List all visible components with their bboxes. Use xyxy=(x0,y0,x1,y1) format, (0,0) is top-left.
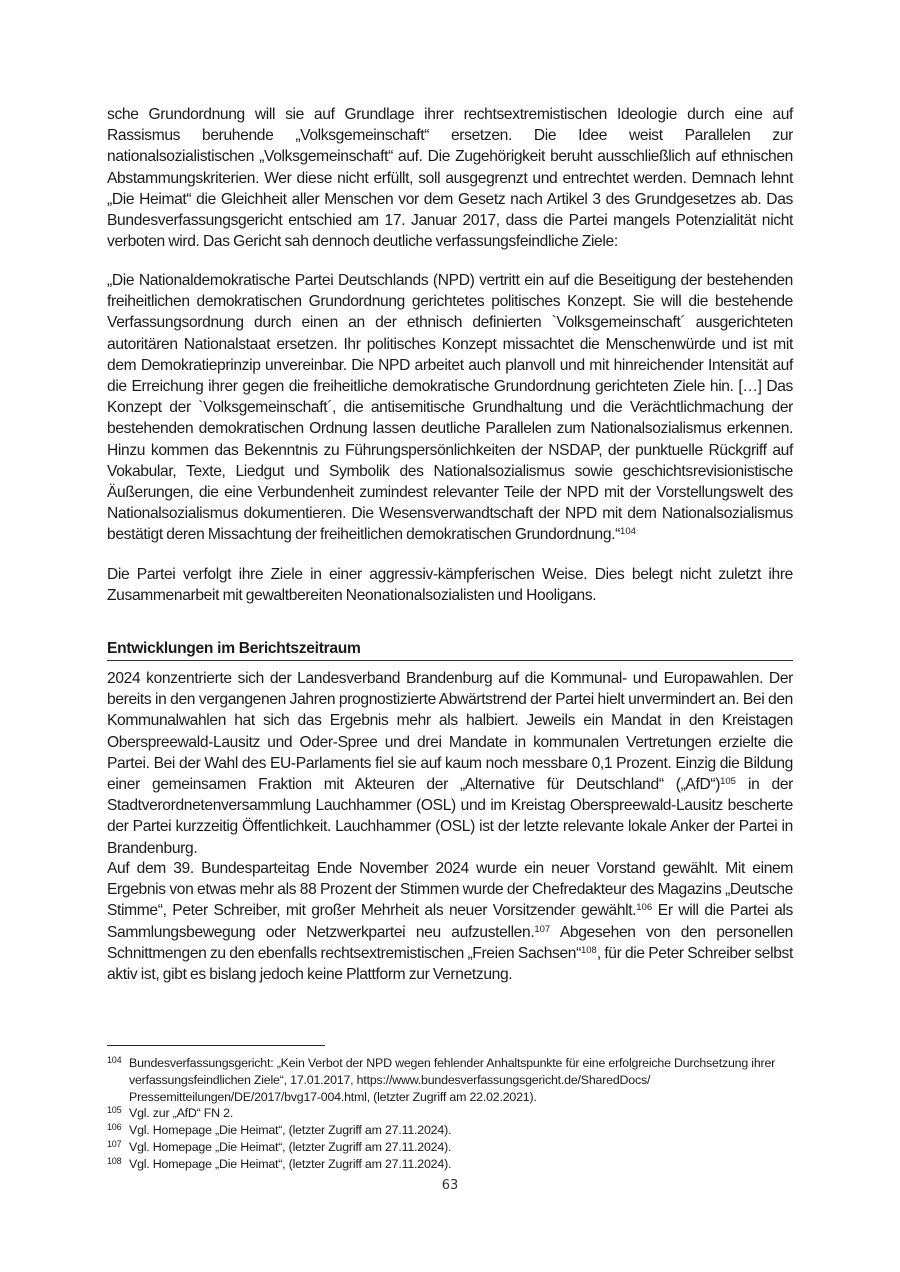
paragraph-text xyxy=(107,668,793,859)
footnote-number: 105 xyxy=(107,1105,122,1116)
footnote-107 xyxy=(107,1139,793,1156)
footnote-number: 106 xyxy=(107,1122,122,1133)
body-paragraph-3 xyxy=(107,564,793,606)
page-number: 63 xyxy=(441,1178,459,1193)
footnote-text: Vgl. zur „AfD“ FN 2. xyxy=(129,1106,234,1121)
footnote-ref-106[interactable]: 106 xyxy=(636,902,653,914)
paragraph-text: Die Partei verfolgt ihre Ziele in einer aggressiv-kämpferischen Weise. Dies belegt nicht zuletzt ihre Zusammenarbeit mit gewaltbereiten Neonationalsozialisten und Hooligans. xyxy=(107,566,793,605)
footnotes xyxy=(107,1055,793,1173)
paragraph-segment: Er will die Partei als Sammlungsbewegung oder Netzwerkpartei neu aufzustellen. xyxy=(107,902,793,941)
court-quote xyxy=(107,270,793,546)
quote-text: „Die Nationaldemokratische Partei Deutschlands (NPD) vertritt ein auf die Beseitigung der bestehenden freiheitlichen demokratischen Grundordnung gerichtetes politisches Konzept. Sie will die bestehende Verfassungsordnung durch einen an der ethnisch definierten `Volksgemeinschaft´ ausgerichteten autoritären Nationalstaat ersetzen. Ihr politisches Konzept missachtet die Menschenwürde und ist mit dem Demokratieprinzip unvereinbar. Die NPD arbeitet auch planvoll und mit hinreichender Intensität auf die Erreichung ihrer gegen die freiheitliche demokratische Grundordnung gerichteten Ziele hin. […] Das Konzept der `Volksgemeinschaft´, die antisemitische Grundhaltung und die Verächtlichmachung der bestehenden demokratischen Ordnung lassen deutliche Parallelen zum Nationalsozialismus erkennen. Hinzu kommen das Bekenntnis zu Führungspersönlichkeiten der NSDAP, der punktuelle Rückgriff auf Vokabular, Texte, Liedgut und Symbolik des Nationalsozialismus sowie geschichtsrevisionistische Äußerungen, die eine Verbundenheit zumindest relevanter Teile der NPD mit der Vorstellungswelt des Nationalsozialismus dokumentieren. Die Wesensverwandtschaft der NPD mit dem Nationalsozialismus bestätigt deren Missachtung der freiheitlichen demokratischen Grundordnung.“ xyxy=(107,272,793,544)
footnote-ref-107[interactable]: 107 xyxy=(534,923,551,935)
body-paragraph-4 xyxy=(107,668,793,859)
body-paragraph-1 xyxy=(107,104,793,252)
paragraph-segment: 2024 konzentrierte sich der Landesverband Brandenburg auf die Kommunal- und Europawahlen. Der bereits in den vergangenen Jahren prognostizierte Abwärtstrend der Partei hielt unvermindert an. Bei den Kommunalwahlen hat sich das Ergebnis mehr als halbiert. Jeweils ein Mandat in den Kreistagen Oberspreewald-Lausitz und Oder-Spree und drei Mandate in kommunalen Vertretungen erzielte die Partei. Bei der Wahl des EU-Parlaments fiel sie auf kaum noch messbare 0,1 Prozent. Einzig die Bildung einer gemeinsamen Fraktion mit Akteuren der „Alternative für Deutschland“ („AfD“) xyxy=(107,670,793,794)
footnote-106 xyxy=(107,1122,793,1139)
body-paragraph-5 xyxy=(107,858,793,985)
footnote-text: Vgl. Homepage „Die Heimat“, (letzter Zugriff am 27.11.2024). xyxy=(129,1139,452,1154)
footnote-number: 108 xyxy=(107,1155,122,1166)
footnote-separator xyxy=(107,1045,325,1046)
paragraph-segment: Abgesehen von den personellen Schnittmengen zu den ebenfalls rechtsextremistischen „Freien Sachsen“ xyxy=(107,923,793,962)
footnote-number: 104 xyxy=(107,1055,122,1065)
footnote-text: Vgl. Homepage „Die Heimat“, (letzter Zugriff am 27.11.2024). xyxy=(129,1123,452,1138)
footnote-104 xyxy=(107,1055,793,1105)
footnote-ref-105[interactable]: 105 xyxy=(720,776,736,788)
paragraph-segment: Auf dem 39. Bundesparteitag Ende November 2024 wurde ein neuer Vorstand gewählt. Mit einem Ergebnis von etwas mehr als 88 Prozent der Stimmen wurde der Chefredakteur des Magazins „Deutsche Stimme“, Peter Schreiber, mit großer Mehrheit als neuer Vorsitzender gewählt. xyxy=(107,860,793,920)
paragraph-text: sche Grundordnung will sie auf Grundlage ihrer rechtsextremistischen Ideologie durch eine auf Rassismus beruhende „Volksgemeinschaft“ ersetzen. Die Idee weist Parallelen zur nationalsozialistischen „Volksgemeinschaft“ auf. Die Zugehörigkeit beruht ausschließlich auf ethnischen Abstammungskriterien. Wer diese nicht erfüllt, soll ausgegrenzt und entrechtet werden. Demnach lehnt „Die Heimat“ die Gleichheit aller Menschen vor dem Gesetz nach Artikel 3 des Grundgesetzes ab. Das Bundesverfassungsgericht entschied am 17. Januar 2017, dass die Partei mangels Potenzialität nicht verboten wird. Das Gericht sah dennoch deutliche verfassungsfeindliche Ziele: xyxy=(107,106,793,251)
footnote-ref-108[interactable]: 108 xyxy=(580,944,597,956)
section-heading: Entwicklungen im Berichtszeitraum xyxy=(107,638,793,661)
footnote-text: Vgl. Homepage „Die Heimat“, (letzter Zugriff am 27.11.2024). xyxy=(129,1156,452,1171)
quote-paragraph xyxy=(107,270,793,546)
footnote-108 xyxy=(107,1156,793,1173)
footnote-105 xyxy=(107,1105,793,1122)
footnote-ref-104[interactable]: 104 xyxy=(620,526,636,538)
footnote-text: Bundesverfassungsgericht: „Kein Verbot der NPD wegen fehlender Anhaltspunkte für eine erfolgreiche Durchsetzung ihrer verfassungsfeindlichen Ziele“, 17.01.2017, https://www.bundesverfassungsgericht.de/SharedDocs/ Pressemitteilungen/DE/2017/bvg17-004.html, (letzter Zugriff am 22.02.2021). xyxy=(129,1056,776,1104)
paragraph-segment: in der Stadtverordnetenversammlung Lauchhammer (OSL) und im Kreistag Oberspreewald-Lausitz bescherte der Partei kurzzeitig Öffentlichkeit. Lauchhammer (OSL) ist der letzte relevante lokale Anker der Partei in Brandenburg. xyxy=(107,776,794,857)
footnote-number: 107 xyxy=(107,1138,122,1149)
paragraph-segment: , für die Peter Schreiber selbst aktiv ist, gibt es bislang jedoch keine Plattform zur Vernetzung. xyxy=(107,944,793,984)
paragraph-text xyxy=(107,858,793,985)
